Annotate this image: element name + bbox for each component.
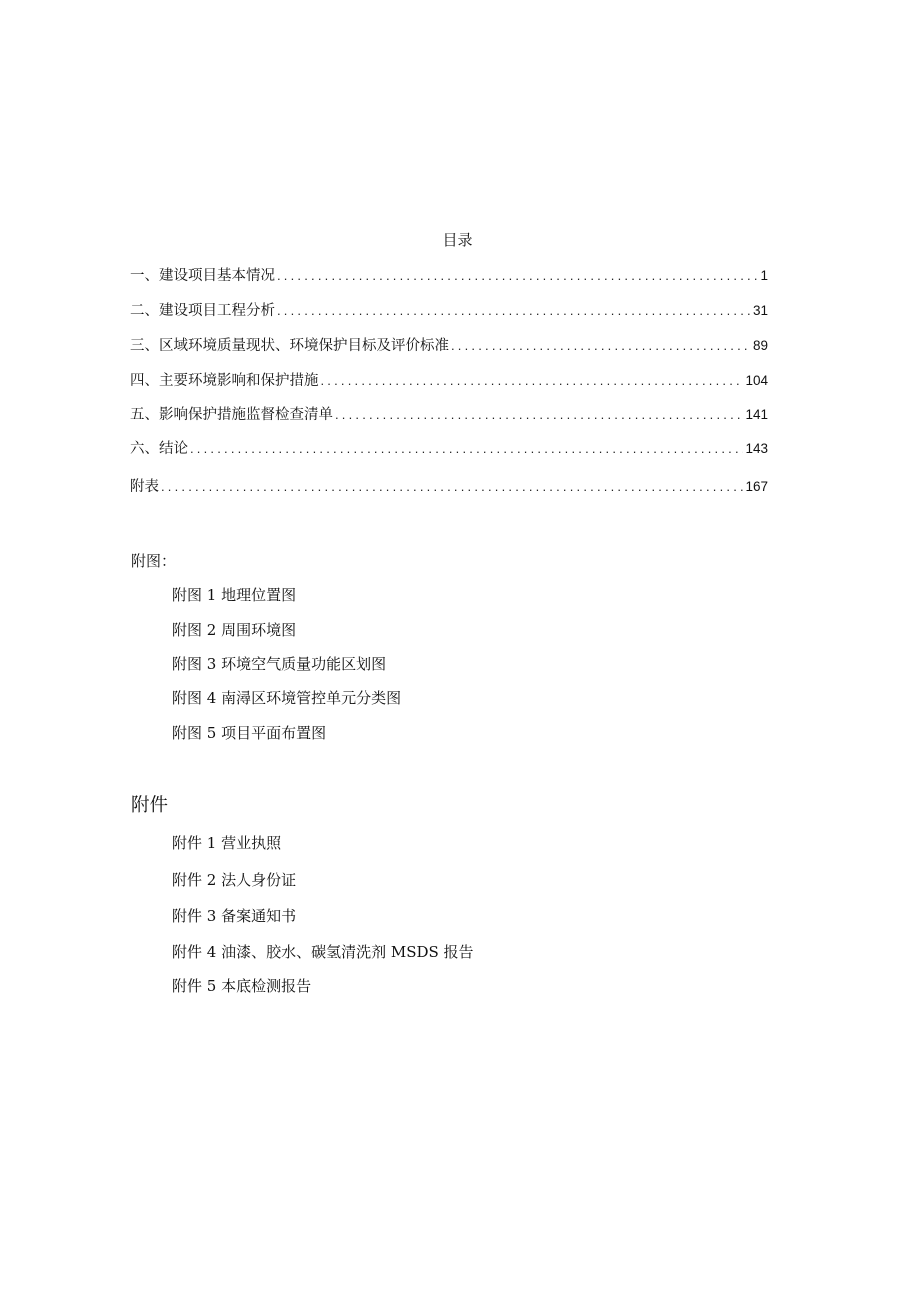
attachment-item: 附件 2 法人身份证	[172, 871, 297, 889]
attachment-item: 附件 3 备案通知书	[172, 907, 297, 925]
dot-leader	[277, 268, 758, 283]
toc-entry-label: 六、结论	[130, 441, 188, 457]
dot-leader	[161, 479, 743, 494]
toc-entry[interactable]	[130, 369, 768, 389]
toc-entry[interactable]	[130, 437, 768, 457]
attachment-item: 附件 5 本底检测报告	[172, 977, 312, 995]
toc-title: 目录	[442, 231, 473, 249]
dot-leader	[190, 441, 743, 456]
toc-entry-page: 141	[745, 407, 768, 422]
toc-entry[interactable]	[130, 403, 768, 423]
toc-entry-page: 89	[752, 338, 768, 353]
toc-entry-page: 1	[760, 268, 768, 283]
toc-entry[interactable]	[130, 264, 768, 284]
attachments-heading: 附件	[131, 795, 169, 816]
toc-entry-label: 三、区域环境质量现状、环境保护目标及评价标准	[130, 338, 449, 354]
attachment-item: 附件 1 营业执照	[172, 834, 282, 852]
figure-item: 附图 3 环境空气质量功能区划图	[172, 655, 387, 673]
toc-entry-page: 104	[745, 373, 768, 388]
figures-heading: 附图：	[131, 552, 177, 570]
toc-entry-label: 一、建设项目基本情况	[130, 268, 275, 284]
toc-entry-page: 31	[752, 303, 768, 318]
figure-item: 附图 4 南潯区环境管控单元分类图	[172, 689, 402, 707]
toc-entry[interactable]	[130, 475, 768, 495]
attachment-item: 附件 4 油漆、胶水、碳氢清洗剂 MSDS 报告	[172, 943, 474, 961]
figure-item: 附图 2 周围环境图	[172, 621, 297, 639]
toc-entry-label: 四、主要环境影响和保护措施	[130, 373, 319, 389]
toc-entry[interactable]	[130, 299, 768, 319]
figure-item: 附图 5 项目平面布置图	[172, 724, 327, 742]
dot-leader	[277, 303, 751, 318]
toc-entry-label: 五、影响保护措施监督检查清单	[130, 407, 333, 423]
dot-leader	[451, 338, 751, 353]
figure-item: 附图 1 地理位置图	[172, 586, 297, 604]
toc-entry-label: 附表	[130, 479, 159, 495]
dot-leader	[321, 373, 744, 388]
toc-entry-page: 143	[745, 441, 768, 456]
toc-entry-label: 二、建设项目工程分析	[130, 303, 275, 319]
toc-entry-page: 167	[745, 479, 768, 494]
toc-entry[interactable]	[130, 334, 768, 354]
dot-leader	[335, 407, 743, 422]
